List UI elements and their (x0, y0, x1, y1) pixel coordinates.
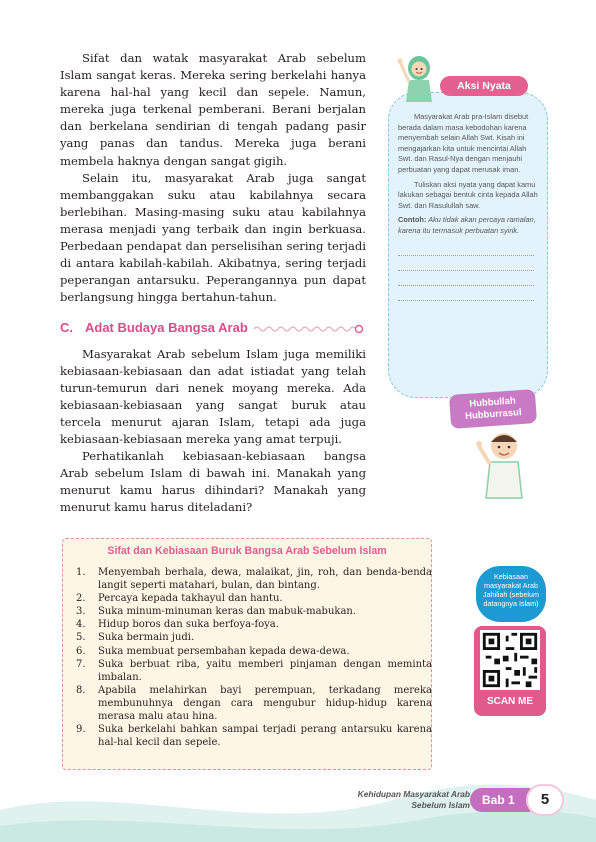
list-item: 4. Hidup boros dan suka berfoya-foya. (76, 619, 279, 631)
hubbullah-label: Hubbullah Hubburrasul (449, 389, 537, 429)
qr-caption-bubble: Kebiasaan masyarakat Arab Jahiliah (sebelum datangnya Islam) (476, 566, 546, 622)
paragraph-customs: Masyarakat Arab sebelum Islam juga memiliki kebiasaan-kebiasaan dan adat istiadat yang telah turun-temurun dari nenek moyang mereka. Ada kebiasaan-kebiasaan yang sangat buruk atau tercela menurut ajaran Islam, tetapi ada juga kebiasaan-kebiasaan mereka yang amat terpuji. (60, 346, 366, 446)
answer-line[interactable] (398, 256, 534, 271)
section-number: C. (60, 320, 73, 336)
aksi-paragraph-1: Masyarakat Arab pra-Islam disebut berada dalam masa kebodohan karena menyembah selain Allah Swt. Kisah ini mengajarkan kita untuk mencintai Allah Swt. dan Rasul-Nya dengan menjauhi perbuatan yang dapat merusak iman. (398, 112, 529, 174)
boy-illustration-icon (474, 428, 534, 500)
answer-line[interactable] (398, 241, 534, 256)
girl-illustration-icon (396, 52, 442, 104)
scan-me-label[interactable]: SCAN ME (486, 696, 534, 707)
aksi-nyata-tag: Aksi Nyata (440, 76, 528, 96)
qr-code-icon[interactable] (480, 630, 540, 690)
footer-chapter-title: Kehidupan Masyarakat Arab Sebelum Islam (357, 789, 470, 810)
list-item: 9. Suka berkelahi bahkan sampai terjadi perang antarsuku karena hal-hal kecil dan sepele. (76, 724, 432, 749)
list-item: 7. Suka berbuat riba, yaitu memberi pinjaman dengan meminta imbalan. (76, 658, 432, 683)
list-item: 8. Apabila melahirkan bayi perempuan, terkadang mereka membunuhnya dengan cara mengubur hidup-hidup karena merasa malu atau hina. (76, 684, 432, 723)
paragraph-traits: Sifat dan watak masyarakat Arab sebelum Islam sangat keras. Mereka sering berkelahi hanya karena hal-hal yang kecil dan sepele. Namun, mereka juga terkenal pemberani. Berani berjalan dan berkelana sendirian di tengah padang pasir yang panas dan tandus. Mereka juga berani membela haknya dengan sangat gigih. (60, 51, 366, 168)
heading-wave-decoration (254, 324, 366, 332)
box-title: Sifat dan Kebiasaan Buruk Bangsa Arab Sebelum Islam (107, 545, 387, 557)
page-number: 5 (526, 784, 564, 816)
section-title: Adat Budaya Bangsa Arab (85, 320, 248, 336)
main-text-column (60, 50, 366, 516)
paragraph-instruction: Perhatikanlah kebiasaan-kebiasaan bangsa Arab sebelum Islam di bawah ini. Manakah yang menurut kamu harus dihindari? Manakah yang menurut kamu harus diteladani? (60, 449, 366, 515)
example-text: Aku tidak akan percaya ramalan, karena itu termasuk perbuatan syirik. (398, 215, 536, 235)
list-item: 5. Suka bermain judi. (76, 632, 195, 644)
example-label: Contoh: (398, 215, 427, 225)
aksi-example (398, 215, 538, 236)
list-item: 2. Percaya kepada takhayul dan hantu. (76, 593, 283, 605)
paragraph-tribes: Selain itu, masyarakat Arab juga sangat membanggakan suku atau kabilahnya secara berlebihan. Masing-masing suku atau kabilahnya merasa menjadi yang terbaik dan ingin berkuasa. Perbedaan pendapat dan perselisihan sering terjadi di antara kabilah-kabilah. Akibatnya, sering terjadi peperangan antarsuku. Peperangannya pun dapat berlangsung hingga bertahun-tahun. (60, 170, 366, 305)
list-item: 3. Suka minum-minuman keras dan mabuk-mabukan. (76, 606, 357, 618)
answer-line[interactable] (398, 271, 534, 286)
list-item: 1. Menyembah berhala, dewa, malaikat, jin, roh, dan benda-benda langit seperti matahari, bulan, dan bintang. (76, 567, 432, 592)
answer-line[interactable] (398, 286, 534, 301)
chapter-badge: Bab 1 (470, 788, 530, 812)
list-item: 6. Suka membuat persembahan kepada dewa-dewa. (76, 645, 350, 657)
aksi-paragraph-2: Tuliskan aksi nyata yang dapat kamu lakukan sebagai bentuk cinta kepada Allah Swt. dan Rasulullah saw. (398, 179, 538, 210)
bad-habits-list (76, 566, 432, 749)
aksi-nyata-body (398, 112, 538, 301)
section-heading (60, 319, 366, 336)
